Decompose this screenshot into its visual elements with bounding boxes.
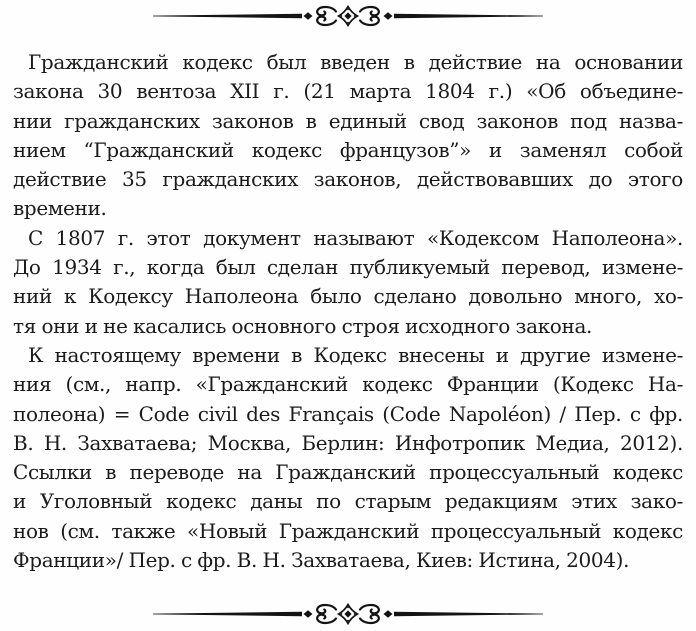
paragraph (13, 341, 683, 575)
scroll-flourish-left-icon (317, 7, 336, 25)
paragraph (13, 48, 683, 224)
diamond-bullet-icon (304, 12, 313, 20)
diamond-bullet-icon (384, 611, 393, 619)
text-line: закона 30 вентоза XII г. (21 марта 1804 г.) «Об объедине- (13, 79, 683, 104)
text-line: Ссылки в переводе на Гражданский процессуальный кодекс (13, 460, 683, 485)
tapered-rule-right (394, 14, 543, 18)
text-line: К настоящему времени в Кодекс внесены и другие измене- (28, 342, 683, 367)
body-text (13, 48, 683, 575)
text-line: С 1807 г. этот документ называют «Кодексом Наполеона». (28, 225, 683, 250)
text-line: полеона) = Code civil des Français (Code Napoléon) / Пер. с фр. (13, 401, 683, 426)
text-line: нием “Гражданский кодекс французов”» и заменял собой (13, 137, 683, 162)
text-line: Франции»/ Пер. с фр. В. Н. Захватаева, Киев: Истина, 2004). (13, 548, 630, 573)
floral-rosette-icon (339, 605, 358, 624)
text-line: действие 35 гражданских законов, действовавших до этого (13, 167, 683, 192)
text-line: нии гражданских законов в единый свод законов под назва- (13, 108, 683, 133)
tapered-rule-right (394, 612, 543, 616)
tapered-rule-left (153, 612, 302, 616)
tapered-rule-left (153, 14, 302, 18)
scroll-flourish-left-icon (317, 605, 336, 623)
floral-rosette-icon (339, 7, 358, 26)
text-line: До 1934 г., когда был сделан публикуемый перевод, измене- (13, 255, 683, 280)
text-line: и Уголовный кодекс даны по старым редакциям этих зако- (13, 489, 683, 514)
text-line: ния (см., напр. «Гражданский кодекс Франции (Кодекс На- (13, 372, 683, 397)
diamond-bullet-icon (384, 12, 393, 20)
text-line: времени. (13, 196, 107, 221)
text-line: В. Н. Захватаева; Москва, Берлин: Инфотропик Медиа, 2012). (13, 430, 683, 455)
ornamental-divider-bottom (153, 603, 543, 625)
scroll-flourish-right-icon (360, 605, 379, 623)
scroll-flourish-right-icon (360, 7, 379, 25)
text-line: тя они и не касались основного строя исходного закона. (13, 313, 593, 338)
text-line: Гражданский кодекс был введен в действие на основании (28, 50, 683, 74)
text-line: ний к Кодексу Наполеона было сделано довольно много, хо- (13, 284, 683, 309)
text-line: нов (см. также «Новый Гражданский процессуальный кодекс (13, 518, 683, 543)
paragraph (13, 224, 683, 341)
ornamental-divider-top (153, 5, 543, 27)
diamond-bullet-icon (304, 611, 313, 619)
